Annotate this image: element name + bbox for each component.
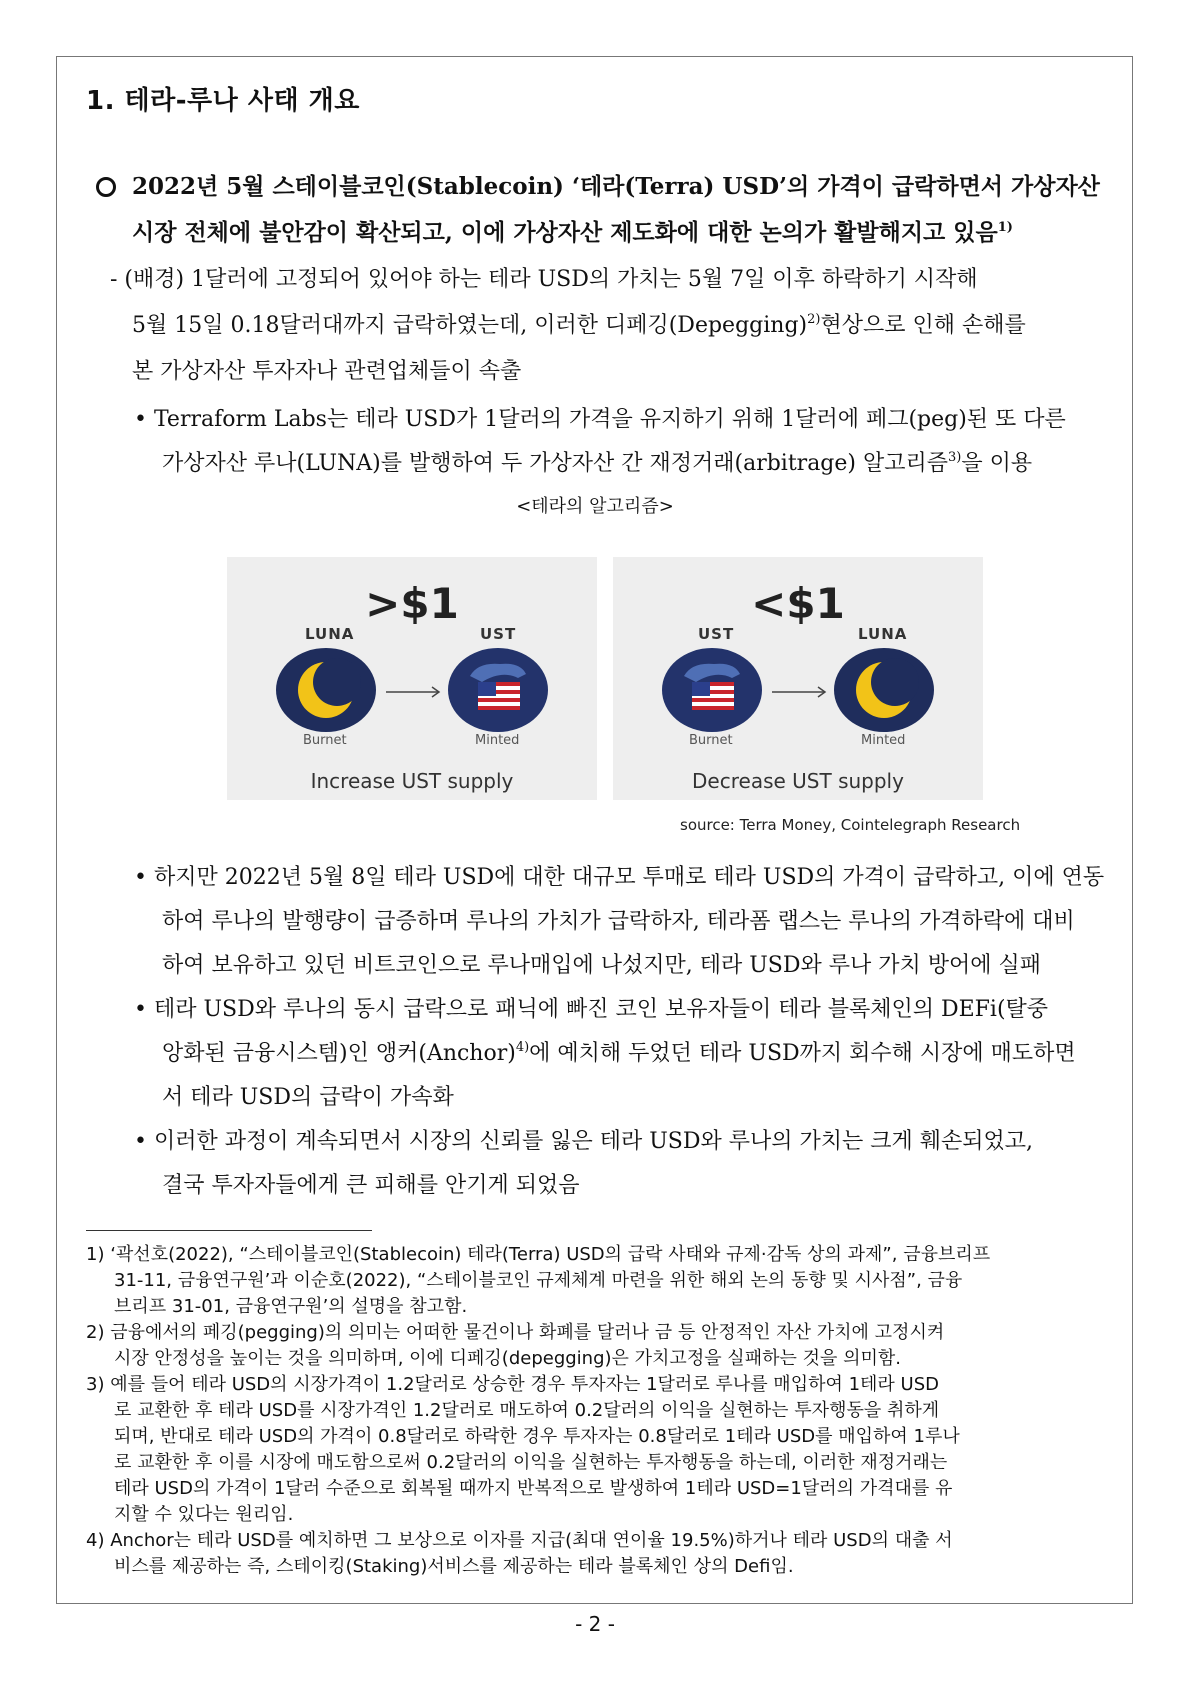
bullet-4-line-2: 결국 투자자들에게 큰 피해를 안기게 되었음 bbox=[162, 1173, 580, 1198]
bullet-3-line-2 bbox=[162, 1036, 1076, 1067]
bullet-2-line-2: 하여 루나의 발행량이 급증하며 루나의 가치가 급락하자, 테라폼 랩스는 루나의 가격하락에 대비 bbox=[162, 909, 1075, 934]
background-line-2a: 5월 15일 0.18달러대까지 급락하였는데, 이러한 디페깅(Depegging) bbox=[132, 313, 808, 338]
bullet-1-line-2a: 가상자산 루나(LUNA)를 발행하여 두 가상자산 간 재정거래(arbitrage) 알고리즘 bbox=[162, 451, 948, 476]
ust-coin-icon bbox=[448, 648, 548, 732]
luna-coin-icon bbox=[276, 648, 376, 732]
figure-panel-decrease bbox=[613, 557, 983, 800]
arrow-right-icon bbox=[386, 685, 442, 699]
main-point-line-2-text: 시장 전체에 불안감이 확산되고, 이에 가상자산 제도화에 대한 논의가 활발해지고 있음 bbox=[132, 219, 998, 246]
footnote-ref-4[interactable]: 4) bbox=[515, 1040, 530, 1055]
panel-left-supply-label: Increase UST supply bbox=[310, 769, 514, 793]
figure-caption: <테라의 알고리즘> bbox=[516, 496, 674, 517]
bullet-2-line-1: • 하지만 2022년 5월 8일 테라 USD에 대한 대규모 투매로 테라 USD의 가격이 급락하고, 이에 연동 bbox=[134, 865, 1105, 890]
panel-left-from-label: LUNA bbox=[305, 625, 355, 643]
footnote-divider bbox=[86, 1230, 372, 1231]
panel-right-from-label: UST bbox=[698, 625, 735, 643]
footnote-2-line-1: 2) 금융에서의 페깅(pegging)의 의미는 어떠한 물건이나 화폐를 달러나 금 등 안정적인 자산 가치에 고정시켜 bbox=[86, 1322, 945, 1343]
page-number: - 2 - bbox=[575, 1612, 615, 1636]
footnote-4-line-2: 비스를 제공하는 즉, 스테이킹(Staking)서비스를 제공하는 테라 블록체인 상의 Defi임. bbox=[114, 1556, 794, 1577]
footnote-3-line-1: 3) 예를 들어 테라 USD의 시장가격이 1.2달러로 상승한 경우 투자자는 1달러로 루나를 매입하여 1테라 USD bbox=[86, 1374, 939, 1395]
background-line-1: - (배경) 1달러에 고정되어 있어야 하는 테라 USD의 가치는 5월 7일 이후 하락하기 시작해 bbox=[110, 267, 978, 292]
panel-left-to-state: Minted bbox=[475, 733, 520, 748]
footnote-ref-3[interactable]: 3) bbox=[948, 450, 962, 465]
panel-right-to-label: LUNA bbox=[858, 625, 908, 643]
circle-bullet-icon bbox=[96, 177, 116, 197]
figure-source: source: Terra Money, Cointelegraph Research bbox=[680, 816, 1021, 834]
panel-title-less: <$1 bbox=[751, 579, 845, 628]
footnote-3-line-4: 로 교환한 후 이를 시장에 매도함으로써 0.2달러의 이익을 실현하는 투자행동을 하는데, 이러한 재정거래는 bbox=[114, 1452, 948, 1473]
panel-left-to-label: UST bbox=[480, 625, 517, 643]
panel-title-greater: >$1 bbox=[365, 579, 459, 628]
panel-right-to-state: Minted bbox=[861, 733, 906, 748]
footnote-3-line-3: 되며, 반대로 테라 USD의 가격이 0.8달러로 하락한 경우 투자자는 0.8달러로 1테라 USD를 매입하여 1루나 bbox=[114, 1426, 960, 1447]
footnote-ref-1[interactable]: 1) bbox=[997, 220, 1013, 235]
footnote-3-line-2: 로 교환한 후 테라 USD를 시장가격인 1.2달러로 매도하여 0.2달러의 이익을 실현하는 투자행동을 취하게 bbox=[114, 1400, 940, 1421]
footnote-3-line-5: 테라 USD의 가격이 1달러 수준으로 회복될 때까지 반복적으로 발생하여 1테라 USD=1달러의 가격대를 유 bbox=[114, 1478, 953, 1499]
panel-right-supply-label: Decrease UST supply bbox=[692, 769, 904, 793]
footnote-ref-2[interactable]: 2) bbox=[807, 312, 821, 327]
section-heading: 1. 테라-루나 사태 개요 bbox=[86, 86, 360, 116]
panel-left-from-state: Burnet bbox=[303, 733, 347, 748]
bullet-3-line-3: 서 테라 USD의 급락이 가속화 bbox=[162, 1085, 454, 1110]
footnote-1-line-1: 1) ‘곽선호(2022), “스테이블코인(Stablecoin) 테라(Terra) USD의 급락 사태와 규제·감독 상의 과제”, 금융브리프 bbox=[86, 1244, 991, 1265]
background-line-3: 본 가상자산 투자자나 관련업체들이 속출 bbox=[132, 359, 522, 384]
footnote-1-line-3: 브리프 31-01, 금융연구원’의 설명을 참고함. bbox=[114, 1296, 468, 1317]
bullet-2-line-3: 하여 보유하고 있던 비트코인으로 루나매입에 나섰지만, 테라 USD와 루나 가치 방어에 실패 bbox=[162, 953, 1041, 978]
panel-right-from-state: Burnet bbox=[689, 733, 733, 748]
bullet-3-line-1: • 테라 USD와 루나의 동시 급락으로 패닉에 빠진 코인 보유자들이 테라 블록체인의 DEFi(탈중 bbox=[134, 997, 1049, 1022]
background-line-2 bbox=[132, 308, 1026, 339]
footnote-4-line-1: 4) Anchor는 테라 USD를 예치하면 그 보상으로 이자를 지급(최대 연이율 19.5%)하거나 테라 USD의 대출 서 bbox=[86, 1530, 953, 1551]
luna-coin-icon bbox=[834, 648, 934, 732]
main-point-line-2 bbox=[132, 214, 1013, 247]
ust-coin-icon bbox=[662, 648, 762, 732]
bullet-1-line-2 bbox=[162, 446, 1032, 477]
background-line-2b: 현상으로 인해 손해를 bbox=[820, 313, 1026, 338]
main-point-line-1: 2022년 5월 스테이블코인(Stablecoin) ‘테라(Terra) USD’의 가격이 급락하면서 가상자산 bbox=[132, 173, 1100, 200]
bullet-1-line-2b: 을 이용 bbox=[961, 451, 1033, 476]
bullet-4-line-1: • 이러한 과정이 계속되면서 시장의 신뢰를 잃은 테라 USD와 루나의 가치는 크게 훼손되었고, bbox=[134, 1129, 1033, 1154]
bullet-1-line-1: • Terraform Labs는 테라 USD가 1달러의 가격을 유지하기 위해 1달러에 페그(peg)된 또 다른 bbox=[134, 407, 1066, 432]
figure-panel-increase bbox=[227, 557, 597, 800]
footnote-3-line-6: 지할 수 있다는 원리임. bbox=[114, 1504, 294, 1525]
arrow-right-icon bbox=[772, 685, 828, 699]
bullet-3-line-2b: 에 예치해 두었던 테라 USD까지 회수해 시장에 매도하면 bbox=[529, 1041, 1076, 1066]
footnote-1-line-2: 31-11, 금융연구원’과 이순호(2022), “스테이블코인 규제체계 마련을 위한 해외 논의 동향 및 시사점”, 금융 bbox=[114, 1270, 963, 1291]
bullet-3-line-2a: 앙화된 금융시스템)인 앵커(Anchor) bbox=[162, 1041, 516, 1066]
footnote-2-line-2: 시장 안정성을 높이는 것을 의미하며, 이에 디페깅(depegging)은 가치고정을 실패하는 것을 의미함. bbox=[114, 1348, 901, 1369]
